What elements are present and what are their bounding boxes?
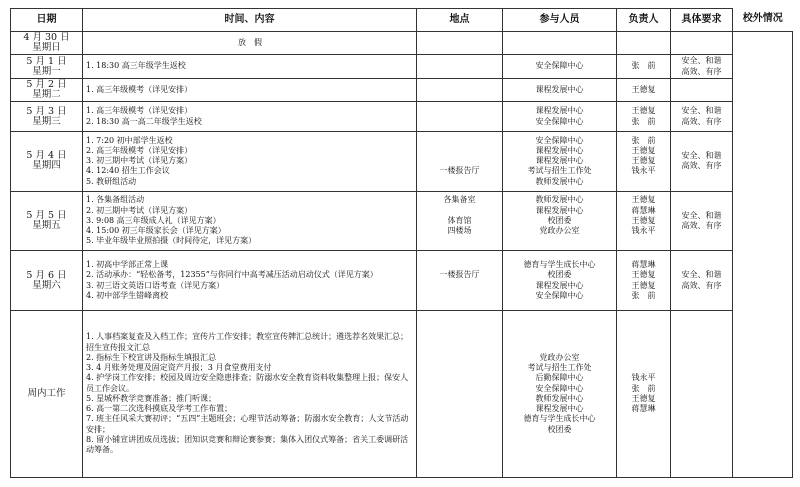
responsible-cell — [617, 102, 671, 132]
schedule-table — [10, 8, 793, 478]
date-text: 5 月 4 日 — [26, 150, 67, 162]
responsible-cell-line: 王德复 — [631, 393, 656, 403]
requirements-cell-line: 高效、有序 — [681, 280, 722, 290]
responsible-cell-line: 钱永平 — [631, 373, 656, 383]
content-cell — [83, 32, 417, 55]
schedule-body — [11, 32, 793, 478]
content-cell-line: 1. 7:20 初中部学生返校 — [86, 135, 173, 145]
content-cell-line: 5. 星城杯教学竞赛准备；推门听课； — [86, 393, 217, 403]
responsible-cell-line: 王德复 — [631, 84, 656, 94]
date-text: 5 月 2 日 — [26, 79, 67, 91]
location-cell — [417, 78, 503, 101]
responsible-cell-line: 蒋慧琳 — [631, 205, 656, 215]
participants-cell-line: 安全保障中心 — [535, 116, 584, 126]
content-cell-line: 1. 高三年级模考（详见安排） — [86, 106, 193, 116]
date-cell — [11, 251, 83, 311]
responsible-cell-line: 王德复 — [631, 215, 656, 225]
content-cell-line: 放 假 — [238, 38, 262, 48]
participants-cell-line: 安全保障中心 — [535, 290, 584, 300]
participants-cell-line: 课程发展中心 — [535, 205, 584, 215]
requirements-cell — [671, 191, 733, 251]
content-cell — [83, 102, 417, 132]
content-cell — [83, 78, 417, 101]
date-text: 周内工作 — [27, 387, 66, 399]
responsible-cell-line: 王德复 — [631, 195, 656, 205]
location-cell-line — [419, 156, 500, 166]
table-row — [11, 310, 793, 477]
location-cell — [417, 132, 503, 192]
external-cell — [733, 32, 793, 478]
requirements-cell — [671, 251, 733, 311]
location-cell — [417, 102, 503, 132]
content-cell-line: 2. 指标生下校宣讲及指标生填报汇总 — [86, 352, 217, 362]
requirements-cell — [671, 32, 733, 55]
content-cell-line: 4. 初中部学生错峰离校 — [86, 290, 169, 300]
responsible-cell — [617, 78, 671, 101]
location-cell-line: 各集备室 — [443, 195, 476, 205]
participants-cell — [503, 251, 617, 311]
content-cell-line: 2. 活动承办：“轻松备考，12355”与你同行中高考减压活动启动仪式（详见方案） — [86, 270, 378, 280]
content-cell-line: 4. 护学岗工作安排；校园及周边安全隐患排查；防溺水安全教育资料收集整理上报；保安人员工作会议。 — [86, 373, 409, 393]
responsible-cell — [617, 55, 671, 78]
responsible-cell-line — [619, 236, 668, 246]
requirements-cell-line: 高效、有序 — [681, 161, 722, 171]
content-cell-line: 5. 毕业年级毕业照拍摄（时间待定，详见方案） — [86, 236, 257, 246]
date-text: 星期三 — [32, 115, 61, 127]
participants-cell — [503, 55, 617, 78]
location-cell-line — [419, 236, 500, 246]
location-cell-line — [419, 260, 500, 270]
date-text: 星期四 — [32, 160, 61, 172]
date-text: 星期六 — [32, 279, 61, 291]
responsible-cell-line: 张 前 — [631, 116, 656, 126]
participants-cell-line: 安全保障中心 — [535, 61, 584, 71]
content-cell-line: 2. 初三期中考试（详见方案） — [86, 205, 193, 215]
content-cell-line: 3. 4 月账务处理及固定资产月报；3 月食堂费用支付 — [86, 363, 272, 373]
content-cell-line: 2. 高三年级模考（详见安排） — [86, 145, 193, 155]
responsible-cell-line: 王德复 — [631, 145, 656, 155]
participants-cell-line: 教师发展中心 — [535, 176, 584, 186]
content-cell-line: 1. 人事档案复查及入档工作；宣传片工作安排；教室宣传牌汇总统计；遴选荐名效果汇总；招生宣传报文汇总 — [86, 332, 409, 352]
content-cell-line: 2. 18:30 高一高二年级学生返校 — [86, 116, 202, 126]
header-responsible: 负责人 — [617, 9, 671, 32]
table-row — [11, 102, 793, 132]
content-cell-line: 4. 12:40 招生工作会议 — [86, 166, 170, 176]
header-content: 时间、内容 — [83, 9, 417, 32]
content-cell-line: 1. 高三年级模考（详见安排） — [86, 84, 193, 94]
responsible-cell-line: 王德复 — [631, 156, 656, 166]
header-participants: 参与人员 — [503, 9, 617, 32]
participants-cell-line: 安全保障中心 — [535, 135, 584, 145]
participants-cell-line: 德育与学生成长中心 — [523, 414, 596, 424]
location-cell — [417, 191, 503, 251]
content-cell — [83, 251, 417, 311]
header-location: 地点 — [417, 9, 503, 32]
location-cell-line — [419, 206, 500, 216]
requirements-cell-line: 高效、有序 — [681, 116, 722, 126]
responsible-cell-line: 蒋慧琳 — [631, 260, 656, 270]
participants-cell-line: 教师发展中心 — [535, 195, 584, 205]
table-row — [11, 191, 793, 251]
participants-cell-line — [505, 236, 614, 246]
participants-cell-line: 教师发展中心 — [535, 393, 584, 403]
content-cell — [83, 132, 417, 192]
date-cell — [11, 132, 83, 192]
responsible-cell — [617, 251, 671, 311]
participants-cell-line: 考试与招生工作处 — [527, 363, 592, 373]
date-text: 4 月 30 日 — [23, 32, 70, 44]
requirements-cell — [671, 78, 733, 101]
participants-cell — [503, 32, 617, 55]
participants-cell — [503, 310, 617, 477]
requirements-cell-line: 安全、和谐 — [681, 56, 722, 66]
participants-cell-line: 校团委 — [547, 270, 572, 280]
requirements-cell — [671, 310, 733, 477]
responsible-cell-line: 张 前 — [631, 61, 656, 71]
date-text: 星期二 — [32, 89, 61, 101]
participants-cell-line: 安全保障中心 — [535, 383, 584, 393]
participants-cell-line: 后勤保障中心 — [535, 373, 584, 383]
date-cell — [11, 32, 83, 55]
location-cell-line — [419, 136, 500, 146]
content-cell-line: 1. 18:30 高三年级学生返校 — [86, 61, 186, 71]
content-cell-line: 7. 班主任风采大赛初评；“五四”主题班会；心理节活动筹备；防溺水安全教育；人文节活动安排； — [86, 414, 409, 434]
content-cell-line: 5. 教研组活动 — [86, 176, 137, 186]
responsible-cell-line: 王德复 — [631, 270, 656, 280]
date-text: 星期日 — [32, 42, 61, 54]
date-text: 5 月 6 日 — [26, 269, 67, 281]
responsible-cell-line — [619, 177, 668, 187]
location-cell-line — [419, 146, 500, 156]
content-cell-line: 3. 9:08 高三年级成人礼（详见方案） — [86, 215, 221, 225]
participants-cell-line: 课程发展中心 — [535, 280, 584, 290]
requirements-cell — [671, 132, 733, 192]
participants-cell-line: 课程发展中心 — [535, 84, 584, 94]
header-date: 日期 — [11, 9, 83, 32]
location-cell-line: 四楼场 — [447, 226, 472, 236]
content-cell-line: 8. 留小铺宣讲团成员选拔；团知识竞赛和辩论赛参赛；集体入团仪式筹备；省关工委调研活动筹备。 — [86, 434, 409, 455]
date-text: 5 月 1 日 — [26, 55, 67, 67]
location-cell-line — [419, 177, 500, 187]
date-cell — [11, 102, 83, 132]
participants-cell — [503, 102, 617, 132]
participants-cell-line: 党政办公室 — [539, 226, 580, 236]
table-row — [11, 251, 793, 311]
content-cell-line: 1. 初高中学部正常上课 — [86, 260, 169, 270]
content-cell — [83, 55, 417, 78]
content-cell — [83, 310, 417, 477]
requirements-cell-line: 高效、有序 — [681, 220, 722, 230]
date-cell — [11, 191, 83, 251]
responsible-cell-line: 王德复 — [631, 280, 656, 290]
location-cell-line: 一楼报告厅 — [439, 166, 480, 176]
participants-cell-line: 党政办公室 — [539, 352, 580, 362]
date-text: 5 月 5 日 — [26, 209, 67, 221]
participants-cell-line: 德育与学生成长中心 — [523, 260, 596, 270]
responsible-cell — [617, 32, 671, 55]
participants-cell-line: 课程发展中心 — [535, 106, 584, 116]
date-text: 星期一 — [32, 65, 61, 77]
location-cell-line: 体育馆 — [447, 215, 472, 225]
responsible-cell-line: 蒋慧琳 — [631, 404, 656, 414]
participants-cell — [503, 78, 617, 101]
responsible-cell — [617, 191, 671, 251]
date-text: 星期五 — [32, 219, 61, 231]
requirements-cell — [671, 102, 733, 132]
header-external: 校外情况 — [733, 9, 793, 32]
participants-cell-line: 课程发展中心 — [535, 156, 584, 166]
header-requirements: 具体要求 — [671, 9, 733, 32]
requirements-cell-line: 安全、和谐 — [681, 210, 722, 220]
responsible-cell-line: 钱永平 — [631, 226, 656, 236]
responsible-cell — [617, 310, 671, 477]
content-cell-line: 4. 15:00 初三年级家长会（详见方案） — [86, 226, 226, 236]
responsible-cell-line: 王德复 — [631, 106, 656, 116]
requirements-cell-line: 安全、和谐 — [681, 106, 722, 116]
table-row — [11, 55, 793, 78]
table-row — [11, 32, 793, 55]
participants-cell-line: 课程发展中心 — [535, 404, 584, 414]
date-cell — [11, 78, 83, 101]
participants-cell — [503, 132, 617, 192]
participants-cell-line: 校团委 — [547, 215, 572, 225]
content-cell-line: 3. 初三语文英语口语考查（详见方案） — [86, 280, 225, 290]
location-cell-line — [419, 281, 500, 291]
content-cell — [83, 191, 417, 251]
participants-cell-line: 课程发展中心 — [535, 145, 584, 155]
location-cell — [417, 32, 503, 55]
content-cell-line: 1. 各集备组活动 — [86, 195, 145, 205]
table-row — [11, 78, 793, 101]
participants-cell — [503, 191, 617, 251]
responsible-cell-line: 张 前 — [631, 383, 656, 393]
location-cell — [417, 251, 503, 311]
location-cell — [417, 55, 503, 78]
responsible-cell — [617, 132, 671, 192]
header-row — [11, 9, 793, 32]
responsible-cell-line: 张 前 — [631, 290, 656, 300]
date-text: 5 月 3 日 — [26, 105, 67, 117]
participants-cell-line: 校团委 — [547, 424, 572, 434]
requirements-cell-line: 安全、和谐 — [681, 270, 722, 280]
table-row — [11, 132, 793, 192]
location-cell-line — [419, 291, 500, 301]
requirements-cell-line: 高效、有序 — [681, 66, 722, 76]
content-cell-line: 3. 初三期中考试（详见方案） — [86, 156, 193, 166]
participants-cell-line: 考试与招生工作处 — [527, 166, 592, 176]
content-cell-line: 6. 高一第二次选科摸底及学考工作布置； — [86, 404, 233, 414]
responsible-cell-line: 张 前 — [631, 135, 656, 145]
location-cell-line: 一楼报告厅 — [439, 270, 480, 280]
requirements-cell — [671, 55, 733, 78]
date-cell — [11, 310, 83, 477]
requirements-cell-line: 安全、和谐 — [681, 151, 722, 161]
location-cell — [417, 310, 503, 477]
responsible-cell-line: 钱永平 — [631, 166, 656, 176]
date-cell — [11, 55, 83, 78]
